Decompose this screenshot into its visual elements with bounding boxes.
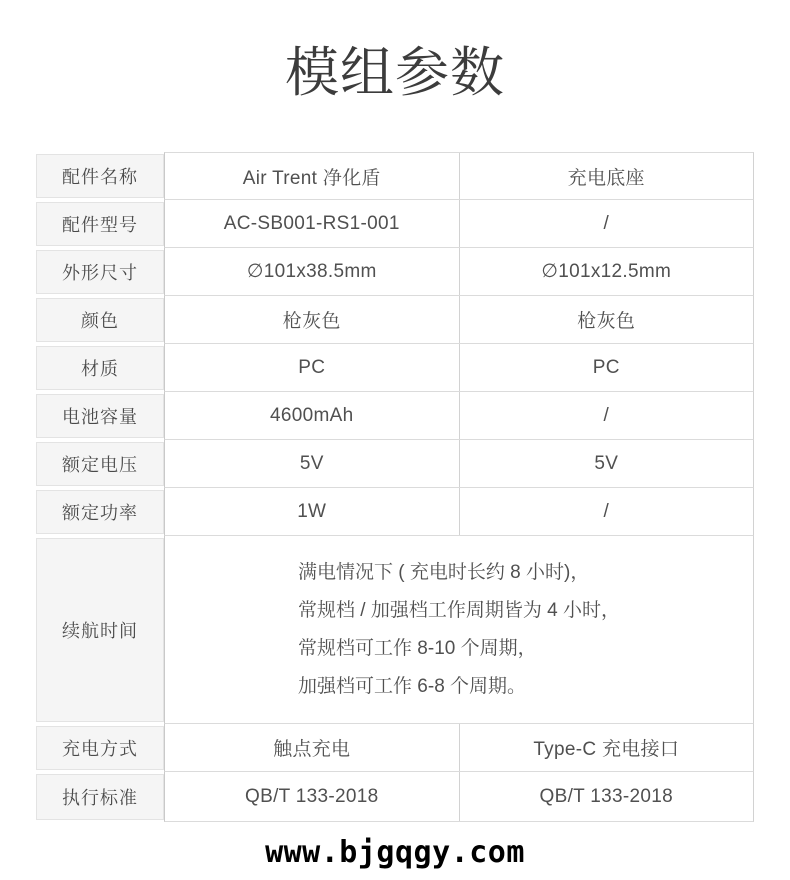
row-label: 执行标准 [36,774,164,820]
spec-table [36,152,754,822]
row-label: 额定功率 [36,490,164,534]
row-label-col [36,200,164,248]
table-row-material [36,344,754,392]
value-cell: 4600mAh [270,404,354,426]
value-cell: QB/T 133-2018 [459,772,754,821]
value-cell: PC [459,344,754,391]
value-cell: PC [298,356,326,378]
value-line: 满电情况下 ( 充电时长约 8 小时)， [298,561,590,583]
value-cell: 5V [459,440,754,487]
table-row-charging-method [36,724,754,772]
value-cell: AC-SB001-RS1-001 [223,212,400,234]
row-label-col [36,152,164,200]
value-cell: 触点充电 [273,739,351,761]
value-cell: ∅101x38.5mm [246,261,377,283]
row-values [164,152,754,200]
row-label-col [36,296,164,344]
row-label-col [36,488,164,536]
row-label-col [36,392,164,440]
value-cell: 充电底座 [459,153,754,199]
table-row-standard [36,772,754,822]
value-cell: 1W [297,500,327,522]
row-values [164,344,754,392]
row-label: 续航时间 [36,538,164,722]
value-cell: 枪灰色 [282,311,341,333]
row-label: 充电方式 [36,726,164,770]
table-row-rated-voltage [36,440,754,488]
value-cell: 5V [299,452,324,474]
value-cell: / [459,200,754,247]
row-values [164,724,754,772]
row-label-col [36,248,164,296]
battery-life-notes [298,554,620,706]
table-row-battery-life [36,536,754,724]
row-values [164,536,754,724]
row-values [164,440,754,488]
row-values [164,296,754,344]
row-label: 额定电压 [36,442,164,486]
value-cell: / [459,392,754,439]
row-label-col [36,440,164,488]
row-label: 配件名称 [36,154,164,198]
row-label: 材质 [36,346,164,390]
value-line: 常规档可工作 8-10 个周期， [298,637,537,659]
value-line: 加强档可工作 6-8 个周期。 [298,675,527,697]
row-values [164,488,754,536]
table-row-color [36,296,754,344]
table-row-battery-capacity [36,392,754,440]
row-values [164,248,754,296]
value-cell: Type-C 充电接口 [459,724,754,771]
row-label-col [36,344,164,392]
row-label-col [36,536,164,724]
table-row-accessory-name [36,152,754,200]
merged-value-cell [165,536,753,723]
watermark-url: www.bjgqgy.com [265,835,525,871]
row-label: 外形尺寸 [36,250,164,294]
value-cell: 枪灰色 [459,296,754,343]
row-label-col [36,724,164,772]
page-title: 模组参数 [285,43,505,103]
row-label: 电池容量 [36,394,164,438]
value-cell: ∅101x12.5mm [459,248,754,295]
row-label: 配件型号 [36,202,164,246]
value-cell: QB/T 133-2018 [245,785,379,807]
table-row-rated-power [36,488,754,536]
row-values [164,392,754,440]
row-values [164,200,754,248]
value-cell: Air Trent 净化盾 [242,167,381,189]
row-label-col [36,772,164,822]
row-values [164,772,754,822]
table-row-accessory-model [36,200,754,248]
value-cell: / [459,488,754,535]
row-label: 颜色 [36,298,164,342]
table-row-dimensions [36,248,754,296]
value-line: 常规档 / 加强档工作周期皆为 4 小时， [298,599,620,621]
